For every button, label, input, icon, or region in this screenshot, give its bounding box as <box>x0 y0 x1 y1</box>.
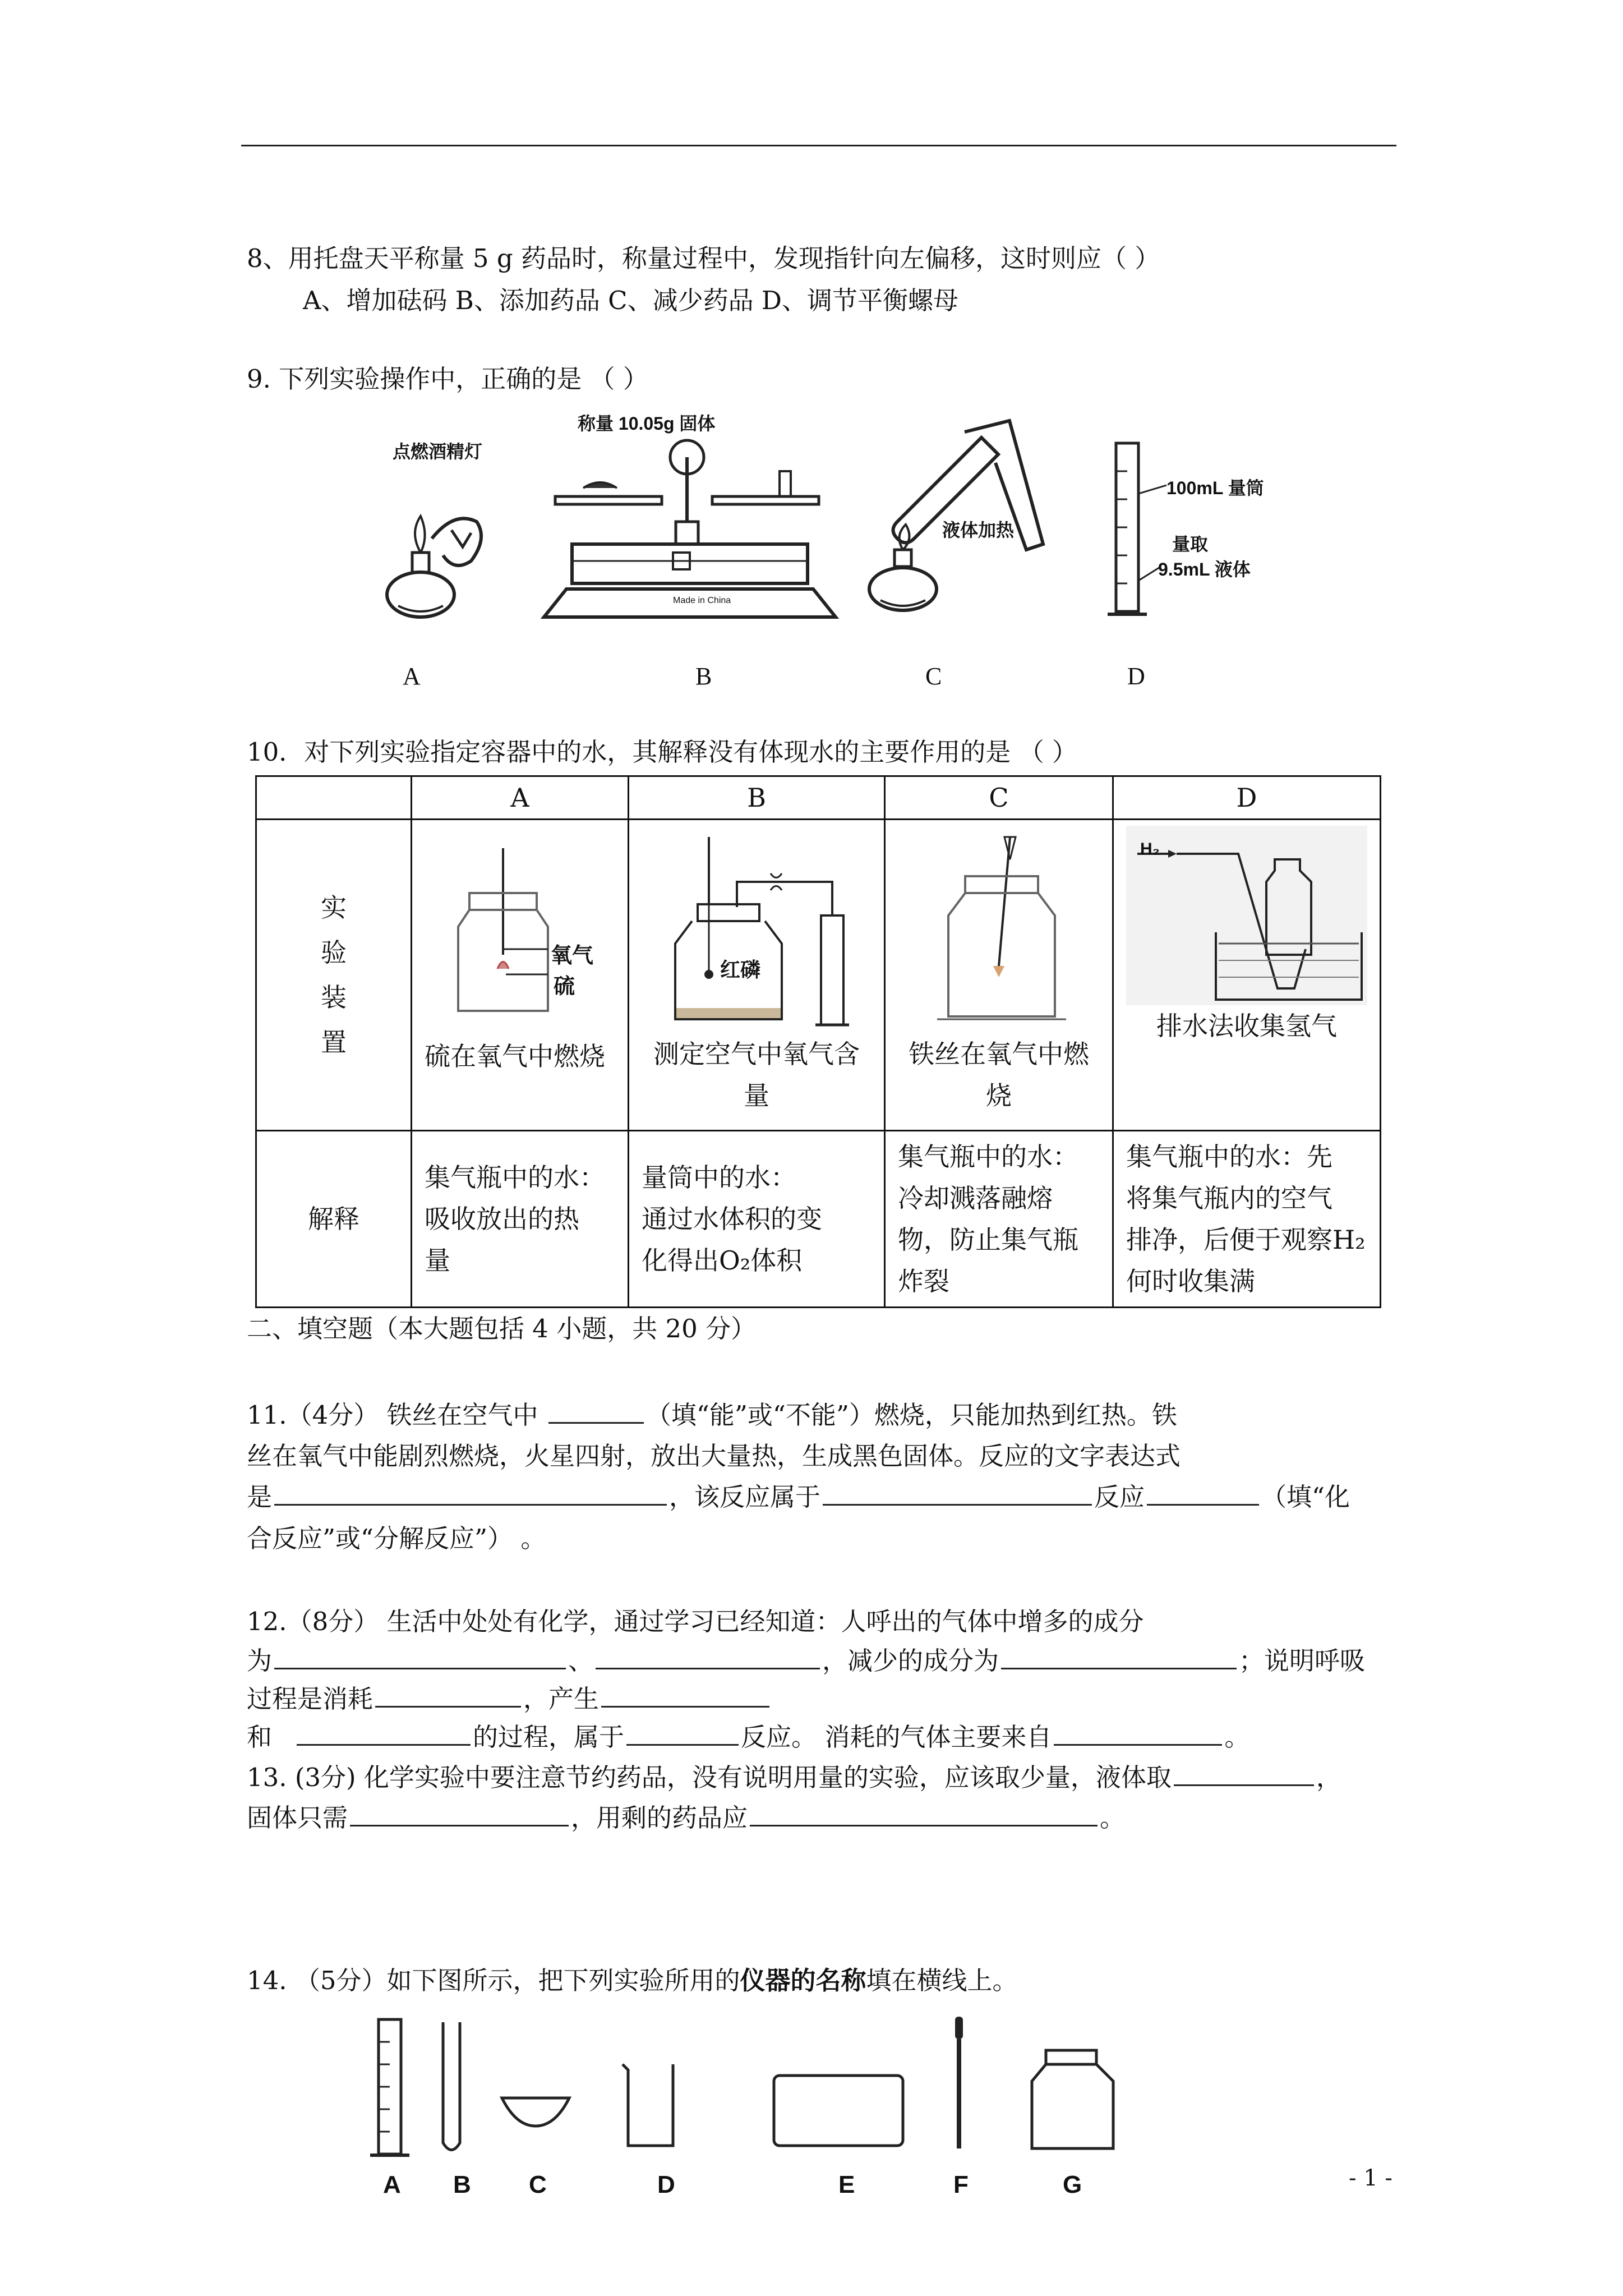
q10-cell-c-apparatus <box>885 820 1113 1131</box>
q14-instrument-b-test-tube <box>443 2022 460 2150</box>
q13-text-1a: 13. (3分) 化学实验中要注意节约药品，没有说明用量的实验，应该取少量，液体取 <box>247 1763 1172 1792</box>
q14-instruments-figure <box>359 2014 1144 2165</box>
q9-figure-a-alcohol-lamp <box>359 426 516 639</box>
q11-text-3d: （填“化 <box>1261 1482 1350 1512</box>
q10-explanation-c-line-1: 集气瓶中的水： <box>898 1142 1078 1172</box>
q13-line-2 <box>247 1801 1125 1835</box>
q10-header-c: C <box>885 776 1113 820</box>
q10-explanation-b <box>629 1131 885 1308</box>
q10-explanation-d-line-4: 何时收集满 <box>1126 1266 1255 1296</box>
q10-fig-d-label-h2: H₂ <box>1140 840 1160 858</box>
q11-blank-4[interactable] <box>1147 1481 1259 1506</box>
q10-fig-a <box>436 843 604 1022</box>
q10-explanation-b-line-3: 化得出O₂体积 <box>642 1245 803 1276</box>
q10-row-label-char-2: 验 <box>321 937 347 968</box>
q10-fig-d <box>1126 826 1367 1005</box>
q12-blank-2[interactable] <box>596 1645 820 1669</box>
q10-row-label-char-4: 置 <box>321 1027 347 1057</box>
q10-stem: 10．对下列实验指定容器中的水，其解释没有体现水的主要作用的是 （ ） <box>247 737 1077 767</box>
q10-caption-c: 铁丝在氧气中燃烧 <box>909 1039 1089 1111</box>
q14-label-c: C <box>529 2171 547 2198</box>
q10-explanation-c <box>885 1131 1113 1308</box>
q10-fig-b-label-red-phosphorus: 红磷 <box>720 958 761 981</box>
q10-explanation-b-line-1: 量筒中的水： <box>642 1162 796 1193</box>
q11-line-3 <box>247 1480 1350 1515</box>
q9-label-d: D <box>1127 662 1145 690</box>
q10-explanation-c-line-3: 物，防止集气瓶 <box>898 1225 1078 1255</box>
q10-explanation-c-line-4: 炸裂 <box>898 1266 949 1296</box>
q9-label-a: A <box>403 662 421 690</box>
q8-stem: 8、用托盘天平称量 5 g 药品时，称量过程中，发现指针向左偏移，这时则应（ ） <box>247 243 1160 273</box>
q9-a-caption: 点燃酒精灯 <box>393 441 483 462</box>
q10-caption-b: 测定空气中氧气含量 <box>653 1039 860 1111</box>
q12-blank-4[interactable] <box>375 1683 521 1708</box>
q14-stem-post: 填在横线上。 <box>866 1966 1018 1995</box>
q14-label-g: G <box>1063 2171 1082 2198</box>
q12-blank-7[interactable] <box>626 1722 739 1746</box>
q10-row-label-char-1: 实 <box>321 892 347 923</box>
q9-stem: 9. 下列实验操作中，正确的是 （ ） <box>247 364 648 394</box>
q10-explanation-d <box>1113 1131 1381 1308</box>
q10-row-label-apparatus <box>256 820 412 1131</box>
q12-blank-5[interactable] <box>601 1683 769 1708</box>
q12-text-3a: 过程是消耗 <box>247 1684 374 1714</box>
q10-header-blank <box>256 776 412 820</box>
q10-explanation-d-line-1: 集气瓶中的水：先 <box>1126 1142 1332 1172</box>
q14-stem-bold: 仪器的名称 <box>740 1966 866 1995</box>
q12-blank-6[interactable] <box>297 1722 471 1746</box>
q12-text-2d: ；说明呼吸 <box>1239 1646 1366 1676</box>
q10-explanation-b-line-2: 通过水体积的变 <box>642 1204 822 1234</box>
q14-label-d: D <box>657 2171 675 2198</box>
q14-stem-pre: 14. （5分）如下图所示，把下列实验所用的 <box>247 1966 740 1995</box>
q11-text-3a: 是 <box>247 1482 273 1512</box>
q12-line-1: 12.（8分） 生活中处处有化学，通过学习已经知道：人呼出的气体中增多的成分 <box>247 1607 1144 1636</box>
q14-instrument-c-evaporating-dish <box>502 2098 569 2126</box>
q11-line-2: 丝在氧气中能剧烈燃烧，火星四射，放出大量热，生成黑色固体。反应的文字表达式 <box>247 1441 1181 1471</box>
q11-text-3c: 反应 <box>1094 1482 1145 1512</box>
q10-header-d: D <box>1113 776 1381 820</box>
q13-blank-1[interactable] <box>1174 1762 1314 1786</box>
q12-text-4a: 和 <box>247 1722 273 1752</box>
q9-figure-d-cylinder <box>1105 438 1290 628</box>
q12-line-4 <box>247 1720 1249 1755</box>
q9-c-caption: 液体加热 <box>942 520 1015 540</box>
q11-blank-1[interactable] <box>548 1400 644 1424</box>
q11-blank-2[interactable] <box>274 1481 667 1506</box>
q10-explanation-a <box>412 1131 629 1308</box>
q10-cell-b-apparatus <box>629 820 885 1131</box>
q14-label-b: B <box>453 2171 471 2198</box>
q9-b-mark: Made in China <box>673 596 731 605</box>
q12-text-2c: ，减少的成分为 <box>822 1646 999 1676</box>
q10-caption-a: 硫在氧气中燃烧 <box>425 1041 605 1071</box>
q11-blank-3[interactable] <box>823 1481 1092 1506</box>
q9-d-caption-1: 100mL 量筒 <box>1166 478 1264 498</box>
q10-explanation-d-line-2: 将集气瓶内的空气 <box>1126 1183 1332 1213</box>
q9-d-caption-2: 量取 <box>1172 534 1209 554</box>
q13-text-1b: ， <box>1316 1763 1341 1792</box>
q12-line-2 <box>247 1644 1365 1678</box>
q12-text-3b: ，产生 <box>523 1684 600 1714</box>
q13-line-1 <box>247 1760 1341 1795</box>
q11-text-3b: ，该反应属于 <box>669 1482 821 1512</box>
q10-cell-d-apparatus <box>1113 820 1381 1131</box>
q14-label-e: E <box>838 2171 855 2198</box>
q14-instrument-g-gas-jar <box>1032 2050 1113 2148</box>
q9-figure-b-balance <box>533 409 858 634</box>
q12-blank-1[interactable] <box>274 1645 566 1669</box>
q8-options: A、增加砝码 B、添加药品 C、减少药品 D、调节平衡螺母 <box>303 286 958 315</box>
q10-table <box>255 775 1381 1308</box>
q11-text-1a: 11.（4分） 铁丝在空气中 <box>247 1400 538 1430</box>
q13-text-2a: 固体只需 <box>247 1803 348 1833</box>
page-number: - 1 - <box>1349 2165 1393 2191</box>
q14-instrument-f-dropper <box>955 2017 963 2148</box>
q12-line-3 <box>247 1682 772 1717</box>
q14-label-f: F <box>953 2171 969 2198</box>
q13-blank-2[interactable] <box>350 1802 569 1826</box>
q11-text-1b: （填“能”或“不能”）燃烧，只能加热到红热。铁 <box>645 1400 1177 1430</box>
q10-row-label-char-3: 装 <box>321 982 347 1013</box>
q10-fig-b <box>653 826 860 1033</box>
q14-instrument-a-graduated-cylinder <box>370 2019 409 2155</box>
section-2-heading: 二、填空题（本大题包括 4 小题，共 20 分） <box>247 1314 757 1343</box>
q12-text-4c: 反应。 消耗的气体主要来自 <box>741 1722 1052 1752</box>
q10-header-b: B <box>629 776 885 820</box>
q10-explanation-d-line-3: 排净，后便于观察H₂ <box>1126 1225 1366 1255</box>
q10-row-label-explanation: 解释 <box>256 1131 412 1308</box>
q12-text-2a: 为 <box>247 1646 273 1676</box>
q10-explanation-a-line-2: 吸收放出的热 <box>425 1204 579 1234</box>
q12-text-4d: 。 <box>1224 1722 1250 1752</box>
q10-explanation-a-line-1: 集气瓶中的水： <box>425 1162 605 1193</box>
q14-stem <box>247 1963 1018 1998</box>
header-rule <box>241 145 1396 146</box>
q12-blank-8[interactable] <box>1054 1722 1222 1746</box>
q14-label-a: A <box>383 2171 401 2198</box>
q10-header-a: A <box>412 776 629 820</box>
q13-text-2b: ，用剩的药品应 <box>571 1803 748 1833</box>
q12-text-2b: 、 <box>568 1646 594 1676</box>
q11-line-4: 合反应”或“分解反应”） 。 <box>247 1524 546 1553</box>
q14-instrument-e-water-trough <box>774 2076 903 2146</box>
q10-explanation-a-line-3: 量 <box>425 1245 450 1276</box>
q10-explanation-c-line-2: 冷却溅落融熔 <box>898 1183 1053 1213</box>
q13-text-2c: 。 <box>1100 1803 1126 1833</box>
q14-instrument-d-beaker <box>623 2064 673 2146</box>
q12-blank-3[interactable] <box>1001 1645 1237 1669</box>
q10-caption-d: 排水法收集氢气 <box>1156 1011 1337 1041</box>
q10-fig-a-label-oxygen: 氧气 <box>551 944 594 968</box>
q12-text-4b: 的过程，属于 <box>473 1722 625 1752</box>
q9-figure-c-heating <box>864 409 1060 634</box>
q11-line-1 <box>247 1398 1177 1433</box>
q9-b-caption: 称量 10.05g 固体 <box>578 413 716 434</box>
q10-fig-c <box>926 826 1072 1033</box>
q9-d-caption-3: 9.5mL 液体 <box>1158 559 1251 579</box>
q9-label-c: C <box>925 662 942 690</box>
q13-blank-3[interactable] <box>750 1802 1098 1826</box>
q10-fig-a-label-sulfur: 硫 <box>554 975 575 999</box>
q10-cell-a-apparatus <box>412 820 629 1131</box>
q9-label-b: B <box>695 662 712 690</box>
